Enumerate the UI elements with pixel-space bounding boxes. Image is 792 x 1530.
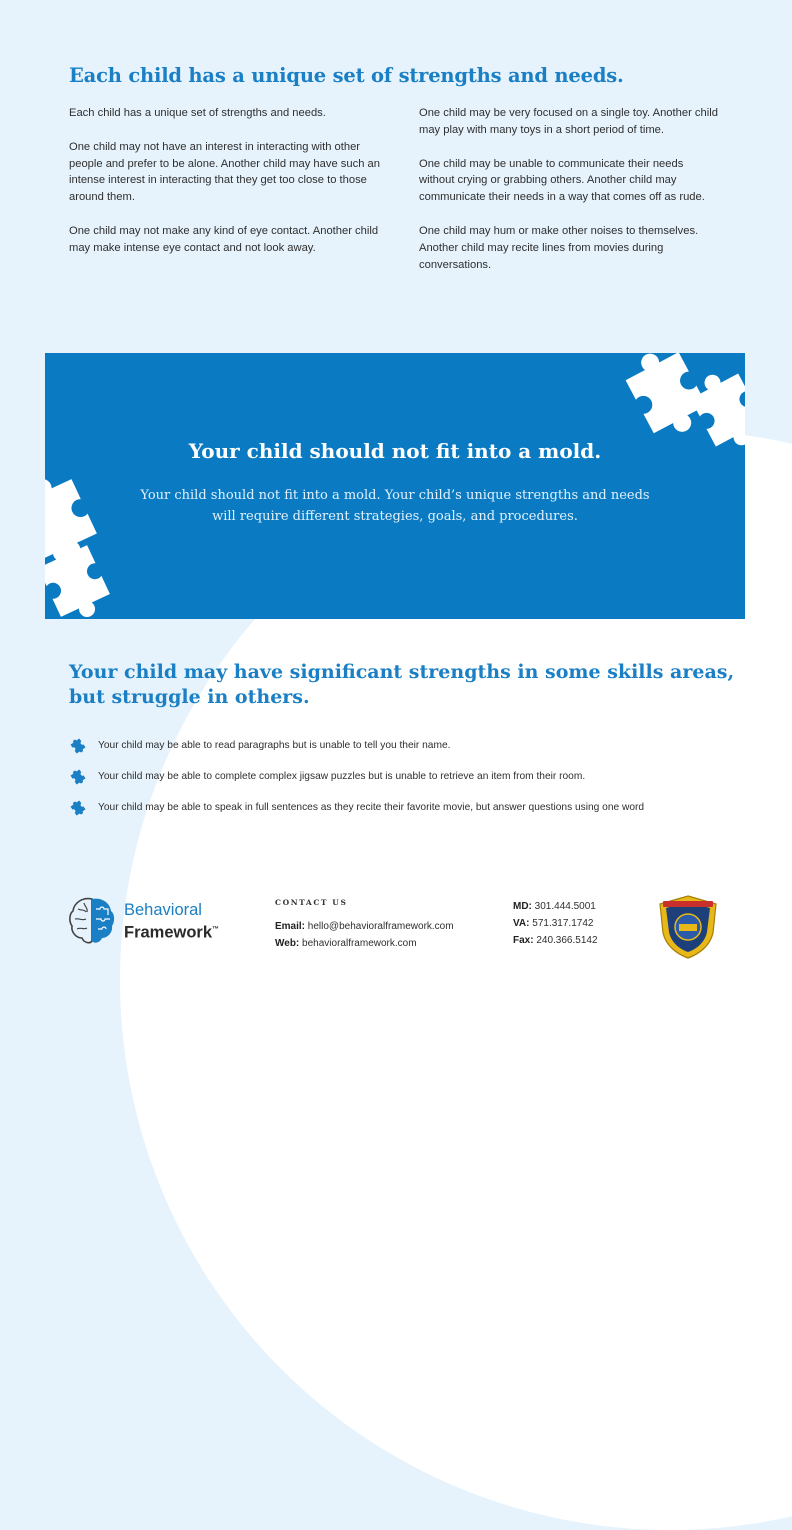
section1-title: Each child has a unique set of strengths and needs.: [69, 64, 624, 87]
accreditation-seal-icon: [655, 893, 721, 961]
strengths-list: [69, 730, 644, 823]
contact-heading: CONTACT US: [275, 898, 348, 907]
brand-name-line1: Behavioral: [124, 900, 202, 919]
trademark: ™: [212, 925, 220, 933]
list-item: [69, 730, 644, 761]
section2-title: Your child may have significant strengths in some skills areas, but struggle in others.: [69, 661, 735, 708]
puzzle-piece-icon: [69, 799, 87, 817]
email-link[interactable]: hello@behavioralframework.com: [307, 921, 454, 932]
list-item-text: Your child may be able to complete complex jigsaw puzzles but is unable to retrieve an item from their room.: [98, 771, 586, 782]
paragraph: One child may hum or make other noises to themselves. Another child may recite lines from movies during conversations.: [419, 224, 699, 271]
fax-number: 240.366.5142: [536, 935, 598, 946]
puzzle-piece-icon: [69, 737, 87, 755]
phone-block: [513, 898, 598, 949]
fax-label: Fax:: [513, 935, 534, 946]
paragraph: Each child has a unique set of strengths and needs.: [69, 107, 326, 119]
web-label: Web:: [275, 938, 300, 949]
paragraph: One child may not have an interest in interacting with other people and prefer to be alone. Another child may have such an intense interest in interacting that they get too close to those around them.: [69, 140, 380, 204]
brand-name-line2: Framework: [124, 923, 213, 942]
paragraph: One child may not make any kind of eye contact. Another child may make intense eye contact and not look away.: [69, 224, 379, 254]
brand-logo: [68, 895, 219, 947]
list-item: [69, 761, 644, 792]
web-link[interactable]: behavioralframework.com: [302, 938, 417, 949]
list-item-text: Your child may be able to read paragraphs but is unable to tell you their name.: [98, 740, 451, 751]
banner-title: Your child should not fit into a mold.: [188, 439, 602, 463]
accreditation-badge: [655, 893, 721, 966]
puzzle-piece-icon: [69, 768, 87, 786]
list-item: [69, 792, 644, 823]
paragraph: One child may be unable to communicate their needs without crying or grabbing others. Another child may communicate their needs in a way that comes off as rude.: [419, 157, 705, 204]
puzzle-pieces-icon: [615, 353, 745, 448]
mold-banner: [45, 353, 745, 619]
va-label: VA:: [513, 918, 530, 929]
banner-text: Your child should not fit into a mold. Your child’s unique strengths and needs will require different strategies, goals, and procedures.: [140, 488, 650, 524]
paragraph: One child may be very focused on a single toy. Another child may play with many toys in a short period of time.: [419, 107, 718, 136]
md-label: MD:: [513, 901, 532, 912]
va-phone[interactable]: 571.317.1742: [532, 918, 594, 929]
list-item-text: Your child may be able to speak in full sentences as they recite their favorite movie, but answer questions using one word: [98, 802, 645, 813]
section1-left-column: [69, 105, 389, 274]
section1-right-column: [419, 105, 719, 290]
email-label: Email:: [275, 921, 306, 932]
contact-block: [275, 898, 454, 952]
brain-puzzle-icon: [68, 895, 116, 947]
md-phone[interactable]: 301.444.5001: [534, 901, 596, 912]
